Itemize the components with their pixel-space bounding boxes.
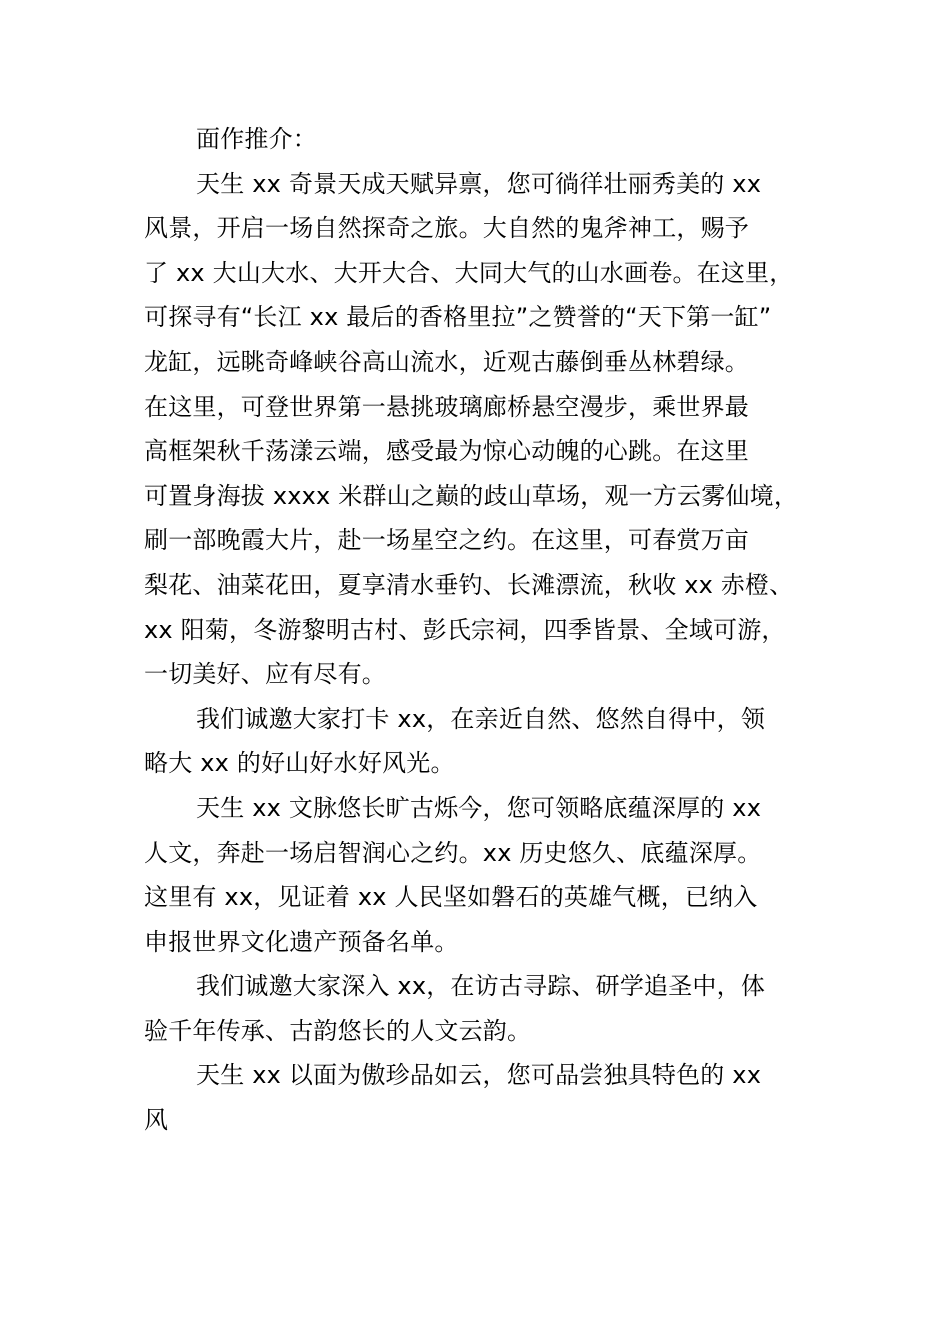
text-line: 验千年传承、古韵悠长的人文云韵。 xyxy=(144,1016,532,1045)
text-line: 风 xyxy=(144,1106,169,1135)
text-line: 申报世界文化遗产预备名单。 xyxy=(144,927,459,956)
text-line: 天生 xx 以面为傲珍品如云，您可品尝独具特色的 xx xyxy=(196,1061,762,1090)
body-text xyxy=(144,117,844,1143)
text-line: 风景，开启一场自然探奇之旅。大自然的鬼斧神工，赐予 xyxy=(144,214,749,243)
text-line: 高框架秋千荡漾云端，感受最为惊心动魄的心跳。在这里 xyxy=(144,437,749,466)
text-line: 龙缸，远眺奇峰峡谷高山流水，近观古藤倒垂丛林碧绿。 xyxy=(144,347,749,376)
text-line: 在这里，可登世界第一悬挑玻璃廊桥悬空漫步，乘世界最 xyxy=(144,392,749,421)
text-line: 梨花、油菜花田，夏享清水垂钓、长滩漂流，秋收 xx 赤橙、 xyxy=(144,570,794,599)
text-line: 我们诚邀大家深入 xx，在访古寻踪、研学追圣中，体 xyxy=(196,972,766,1001)
text-line: 刷一部晚霞大片，赴一场星空之约。在这里，可春赏万亩 xyxy=(144,526,749,555)
text-line: 略大 xx 的好山好水好风光。 xyxy=(144,749,455,778)
text-line: 天生 xx 奇景天成天赋异禀，您可徜徉壮丽秀美的 xx xyxy=(196,169,762,198)
text-line: 了 xx 大山大水、大开大合、大同大气的山水画卷。在这里， xyxy=(144,258,794,287)
text-line: 我们诚邀大家打卡 xx，在亲近自然、悠然自得中，领 xyxy=(196,704,766,733)
text-line: 可探寻有“长江 xx 最后的香格里拉”之赞誉的“天下第一缸” xyxy=(144,303,772,332)
text-line: xx 阳菊，冬游黎明古村、彭氏宗祠，四季皆景、全域可游， xyxy=(144,615,786,644)
text-line: 面作推介： xyxy=(196,125,317,153)
text-line: 一切美好、应有尽有。 xyxy=(144,660,386,689)
text-line: 可置身海拔 xxxx 米群山之巅的歧山草场，观一方云雾仙境， xyxy=(144,481,799,510)
text-line: 人文，奔赴一场启智润心之约。xx 历史悠久、底蕴深厚。 xyxy=(144,838,762,867)
text-line: 天生 xx 文脉悠长旷古烁今，您可领略底蕴深厚的 xx xyxy=(196,793,762,822)
text-line: 这里有 xx，见证着 xx 人民坚如磐石的英雄气概，已纳入 xyxy=(144,883,758,912)
